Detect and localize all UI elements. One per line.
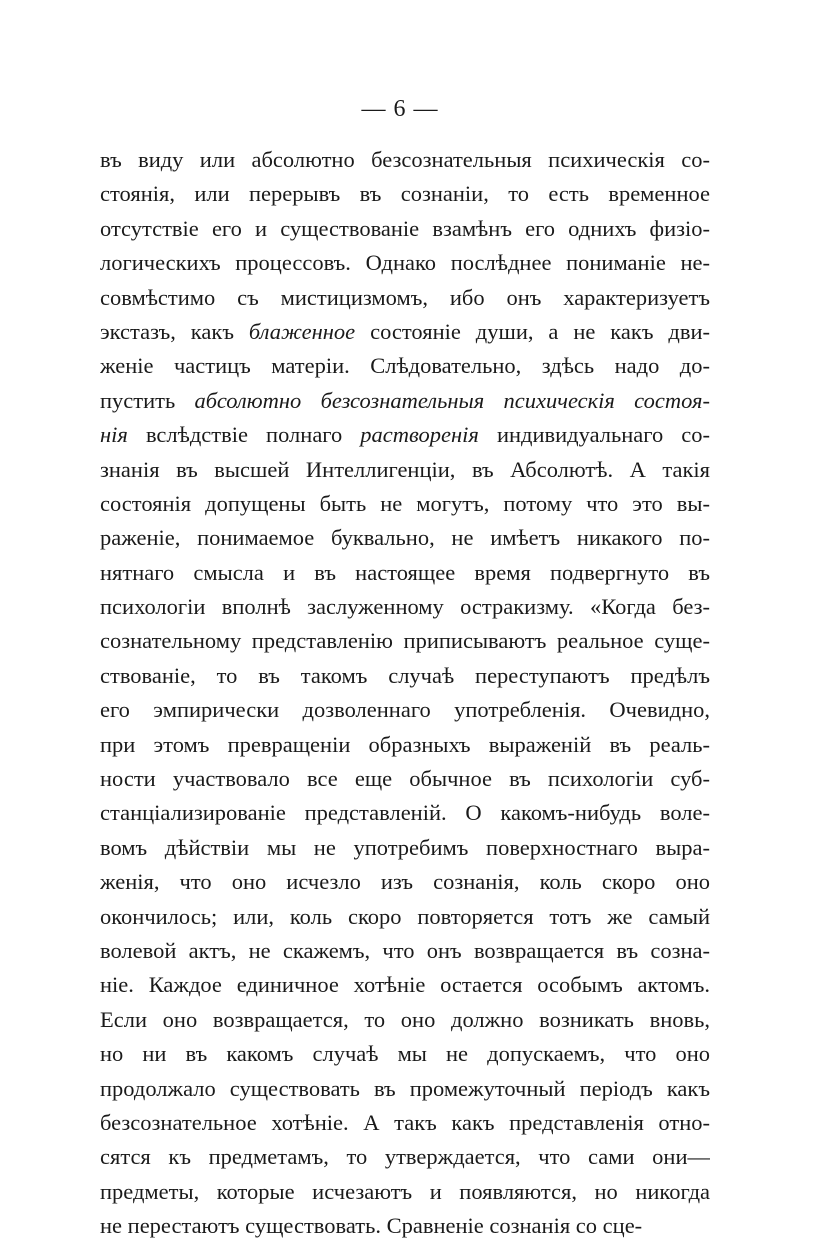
italic-emphasis: абсолютно безсознательныя психическія состоя- — [194, 387, 710, 413]
text-line: ствованіе, то въ такомъ случаѣ переступаютъ предѣлъ — [100, 662, 710, 688]
text-line: не перестаютъ существовать. Сравненіе сознанія со сце- — [100, 1213, 643, 1239]
text-line: совмѣстимо съ мистицизмомъ, ибо онъ характеризуетъ — [100, 284, 710, 310]
text-line: женія, что оно исчезло изъ сознанія, коль скоро оно — [100, 869, 710, 895]
text-run: вслѣдствіе полнаго — [127, 422, 361, 448]
text-line: женіе частицъ матеріи. Слѣдовательно, здѣсь надо до- — [100, 353, 710, 379]
text-line: но ни въ какомъ случаѣ мы не допускаемъ, что оно — [100, 1041, 710, 1067]
text-line: въ виду или абсолютно безсознательныя психическія со- — [100, 147, 710, 172]
text-line: стоянія, или перерывъ въ сознаніи, то есть временное — [100, 181, 710, 207]
text-line — [100, 315, 710, 349]
text-line: ніе. Каждое единичное хотѣніе остается особымъ актомъ. — [100, 972, 710, 998]
text-run: пустить — [100, 387, 195, 413]
text-line: раженіе, понимаемое буквально, не имѣетъ никакого по- — [100, 525, 710, 551]
text-line: предметы, которые исчезаютъ и появляются, но никогда — [100, 1178, 710, 1204]
text-line — [100, 418, 710, 452]
text-line: продолжало существовать въ промежуточный періодъ какъ — [100, 1075, 710, 1101]
text-line: волевой актъ, не скажемъ, что онъ возвращается въ созна- — [100, 937, 710, 963]
text-line: отсутствіе его и существованіе взамѣнъ его однихъ физіо- — [100, 215, 710, 241]
italic-emphasis: растворенія — [360, 422, 479, 448]
text-line: сятся къ предметамъ, то утверждается, что сами они— — [100, 1144, 710, 1170]
italic-emphasis: блаженное — [248, 318, 356, 344]
text-line: станціализированіе представленій. О какомъ-нибудь воле- — [100, 800, 710, 826]
text-line: логическихъ процессовъ. Однако послѣднее пониманіе не- — [100, 250, 710, 276]
text-run: экстазъ, какъ — [100, 318, 249, 344]
text-line: знанія въ высшей Интеллигенціи, въ Абсолютѣ. А такія — [100, 456, 710, 482]
text-line: его эмпирически дозволеннаго употребленія. Очевидно, — [100, 697, 710, 723]
text-line: сознательному представленію приписываютъ реальное суще- — [100, 628, 710, 654]
text-line: вомъ дѣйствіи мы не употребимъ поверхностнаго выра- — [100, 834, 710, 860]
text-line: состоянія допущены быть не могутъ, потому что это вы- — [100, 490, 710, 516]
text-line: ности участвовало все еще обычное въ психологіи суб- — [100, 766, 710, 792]
text-run: состояніе души, а не какъ дви- — [355, 318, 710, 344]
italic-emphasis: нія — [100, 422, 128, 448]
text-line: безсознательное хотѣніе. А такъ какъ представленія отно- — [100, 1109, 710, 1135]
body-text — [100, 143, 710, 1244]
text-line: окончилось; или, коль скоро повторяется тотъ же самый — [100, 903, 710, 929]
text-line: Если оно возвращается, то оно должно возникать вновь, — [100, 1006, 710, 1032]
text-line — [100, 384, 710, 418]
text-line: при этомъ превращеніи образныхъ выраженій въ реаль- — [100, 731, 710, 757]
text-run: индивидуальнаго со- — [478, 422, 710, 448]
text-line: нятнаго смысла и въ настоящее время подвергнуто въ — [100, 559, 710, 585]
page-number: — 6 — — [361, 96, 439, 122]
text-line: психологіи вполнѣ заслуженному остракизму. «Когда без- — [100, 594, 710, 620]
